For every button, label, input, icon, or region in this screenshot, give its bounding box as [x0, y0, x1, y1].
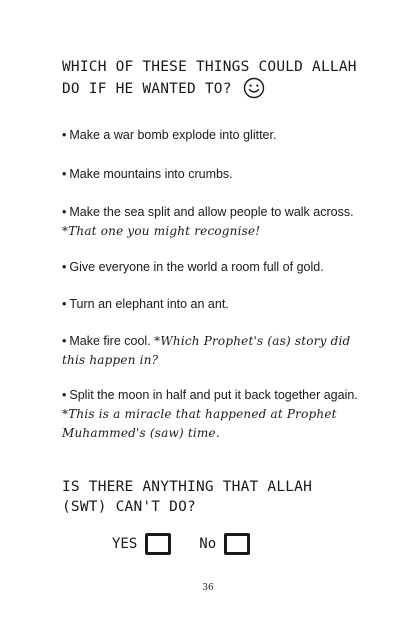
list-item	[62, 126, 362, 145]
list-item	[62, 386, 362, 443]
list-item	[62, 165, 362, 184]
bullet-mark: •	[62, 334, 67, 348]
list-item-text: Make a war bomb explode into glitter.	[69, 128, 277, 142]
question-heading-1	[62, 57, 372, 105]
no-checkbox[interactable]	[224, 533, 250, 555]
answer-options	[112, 533, 250, 555]
question-heading-2	[62, 477, 362, 517]
question-heading-2-text: IS THERE ANYTHING THAT ALLAH (SWT) CAN'T DO?	[62, 479, 313, 515]
yes-label: YES	[112, 536, 138, 552]
bullet-mark: •	[62, 128, 67, 142]
bullet-mark: •	[62, 167, 67, 181]
list-item-note: *This is a miracle that happened at Prophet Muhammed's (saw) time.	[62, 407, 337, 440]
list-item-note: *That one you might recognise!	[62, 224, 261, 238]
no-label: No	[199, 536, 217, 552]
list-item-text: Make the sea split and allow people to walk across.	[69, 205, 354, 219]
bullet-mark: •	[62, 205, 67, 219]
list-item	[62, 332, 362, 370]
question-heading-1-text: WHICH OF THESE THINGS COULD ALLAH DO IF HE WANTED TO?	[62, 59, 357, 97]
list-item	[62, 295, 362, 314]
list-item-note: *Which Prophet's (as) story did this happen in?	[62, 334, 351, 367]
smiley-face-icon	[243, 77, 265, 105]
bullet-mark: •	[62, 297, 67, 311]
bullet-mark: •	[62, 388, 67, 402]
yes-checkbox[interactable]	[145, 533, 171, 555]
bullet-mark: •	[62, 260, 67, 274]
list-item-text: Split the moon in half and put it back together again.	[69, 388, 358, 402]
list-item-text: Make fire cool.	[69, 334, 151, 348]
page-number: 36	[202, 583, 214, 593]
list-item-text: Turn an elephant into an ant.	[69, 297, 229, 311]
list-item	[62, 203, 362, 241]
list-item	[62, 258, 362, 277]
possibilities-list	[62, 126, 362, 461]
list-item-text: Make mountains into crumbs.	[69, 167, 233, 181]
list-item-text: Give everyone in the world a room full of gold.	[69, 260, 324, 274]
